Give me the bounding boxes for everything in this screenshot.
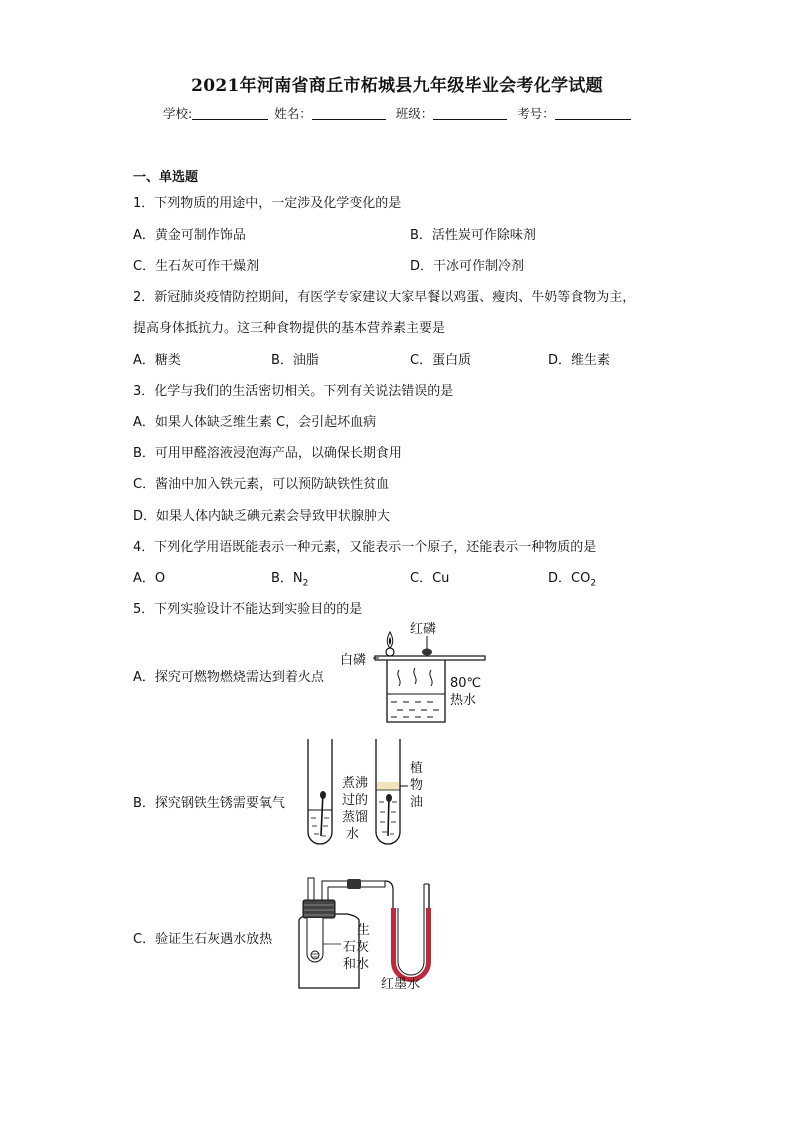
question-3-option-d: D．如果人体内缺乏碘元素会导致甲状腺肿大 [133,509,391,524]
water-hatching [391,702,439,717]
u-tube-inner [398,884,424,975]
exam-no-label: 考号： [517,106,555,121]
question-3-option-a: A．如果人体缺乏维生素 C，会引起坏血病 [133,415,377,430]
iron-nail-head [386,794,392,802]
red-ink-liquid [394,908,429,980]
label-lime-line: 和水 [343,957,370,972]
label-boiled-water-line: 蒸馏 [342,810,369,825]
question-5-option-a: A．探究可燃物燃烧需达到着火点 [133,670,324,685]
question-5-stem: 5．下列实验设计不能达到实验目的的是 [133,602,363,617]
label-red-ink: 红墨水 [381,977,421,992]
question-3-option-c: C．酱油中加入铁元素，可以预防缺铁性贫血 [133,477,390,492]
question-1-option-b: B．活性炭可作除味剂 [410,228,536,243]
iron-nail [388,796,389,836]
section-title: 一、单选题 [133,170,199,185]
label-oil-line: 油 [410,795,424,810]
question-4-option-a: A．O [133,571,166,586]
school-label: 学校: [163,106,193,121]
question-4-option-b: B．$N_2$ [271,571,309,589]
label-red-phosphorus: 红磷 [410,622,437,637]
vapour-icon [414,668,416,684]
question-2-stem-line1: 2．新冠肺炎疫情防控期间，有医学专家建议大家早餐以鸡蛋、瘦肉、牛奶等食物为主， [133,290,636,305]
class-blank[interactable] [433,106,507,120]
school-blank[interactable] [192,106,268,120]
question-2-stem-line2: 提高身体抵抗力。这三种食物提供的基本营养素主要是 [133,321,446,336]
question-1-option-d: D．干冰可作制冷剂 [410,259,525,274]
question-4-stem: 4．下列化学用语既能表示一种元素，又能表示一个原子，还能表示一种物质的是 [133,540,597,555]
question-2-option-c: C．蛋白质 [410,353,472,368]
vapour-icon [398,670,400,686]
question-2-option-d: D．维生素 [548,353,611,368]
white-phosphorus-dot [386,648,394,656]
question-5-option-c: C．验证生石灰遇水放热 [133,932,273,947]
class-label: 班级： [395,106,434,121]
oil-layer [377,782,399,790]
label-white-phosphorus: 白磷 [340,653,367,668]
label-boiled-water [342,775,368,843]
label-oil-line: 植 [410,761,424,776]
label-hot-water: 热水 [450,693,477,708]
label-boiled-water-line: 煮沸 [342,776,369,791]
figure-combustion-apparatus [335,622,495,727]
question-1-stem: 1．下列物质的用途中，一定涉及化学变化的是 [133,196,402,211]
name-blank[interactable] [312,106,386,120]
label-oil-line: 物 [410,778,424,793]
question-4-option-c: C．Cu [410,571,450,586]
beaker-outline [387,660,445,722]
test-tube-boiled-water [308,739,332,844]
label-boiled-water-line: 水 [346,827,360,842]
question-1-option-c: C．生石灰可作干燥剂 [133,259,260,274]
label-quicklime-water [343,922,370,973]
question-5-option-b: B．探究钢铁生锈需要氧气 [133,796,285,811]
question-3-stem: 3．化学与我们的生活密切相关。下列有关说法错误的是 [133,384,454,399]
iron-nail-head [320,791,326,799]
label-lime-line: 生 [357,923,371,938]
question-2-option-a: A．糖类 [133,353,181,368]
label-temperature: 80℃ [450,676,482,691]
label-lime-line: 石灰 [343,940,370,955]
dropper-tube [308,878,314,900]
label-boiled-water-line: 过的 [342,793,369,808]
quicklime-icon [311,951,319,959]
question-4-option-d: D．$CO_2$ [548,571,597,589]
red-phosphorus-dot [422,649,432,656]
question-3-option-b: B．可用甲醛溶液浸泡海产品，以确保长期食用 [133,446,402,461]
page-title: 2021年河南省商丘市柘城县九年级毕业会考化学试题 [191,76,603,96]
vapour-icon [430,670,432,686]
question-2-option-b: B．油脂 [271,353,319,368]
tube-connector [347,879,361,889]
copper-plate [375,656,485,660]
question-1-option-a: A．黄金可制作饰品 [133,228,246,243]
student-info-line [163,104,631,122]
name-label: 姓名： [274,106,312,121]
label-vegetable-oil [410,760,423,811]
exam-no-blank[interactable] [555,106,631,120]
